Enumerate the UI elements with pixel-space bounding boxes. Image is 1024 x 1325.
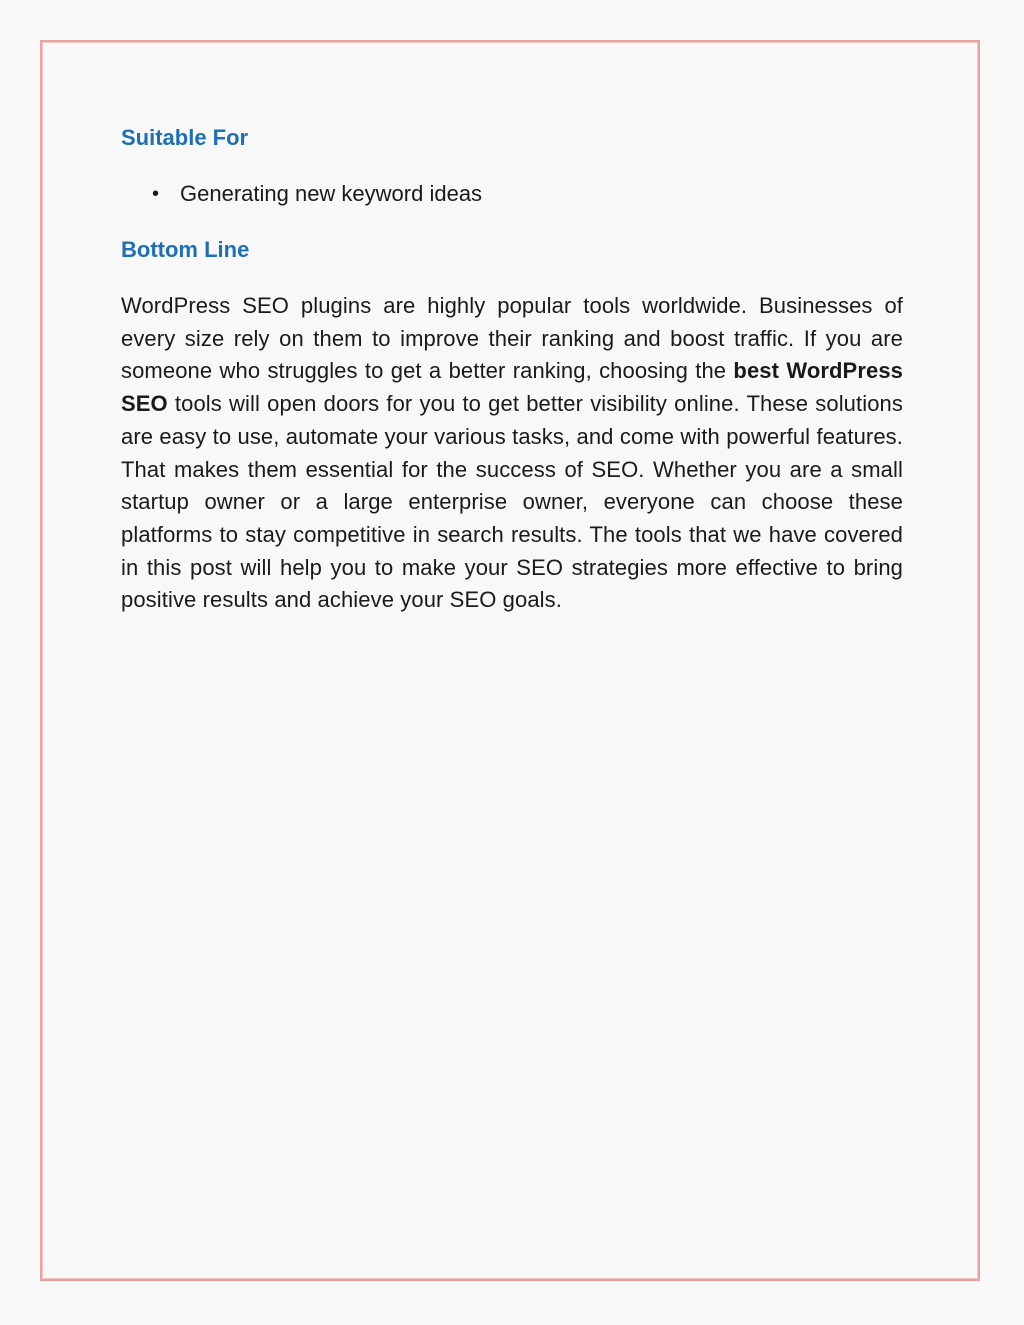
body-paragraph (121, 290, 903, 617)
paragraph-text-part1: WordPress SEO plugins are highly popular tools worldwide. Businesses of every size rely on them to improve their ranking and boost traffic. If you are someone who struggles to get a better ranking, choosing the (121, 293, 903, 384)
list-item (121, 178, 903, 210)
section-heading-suitable-for: Suitable For (121, 125, 249, 150)
section-heading-bottom-line: Bottom Line (121, 237, 250, 262)
paragraph-text-part2: tools will open doors for you to get better visibility online. These solutions are easy to use, automate your various tasks, and come with powerful features. That makes them essential for the success of SEO. Whether you are a small startup owner or a large enterprise owner, everyone can choose these platforms to stay competitive in search results. The tools that we have covered in this post will help you to make your SEO strategies more effective to bring positive results and achieve your SEO goals. (121, 391, 903, 613)
list-item-text: Generating new keyword ideas (180, 181, 483, 206)
bullet-list (121, 178, 903, 210)
document-body (121, 118, 903, 617)
bullet-dot-icon: • (152, 183, 160, 205)
paragraph-bold-text: best WordPress SEO (121, 358, 903, 417)
